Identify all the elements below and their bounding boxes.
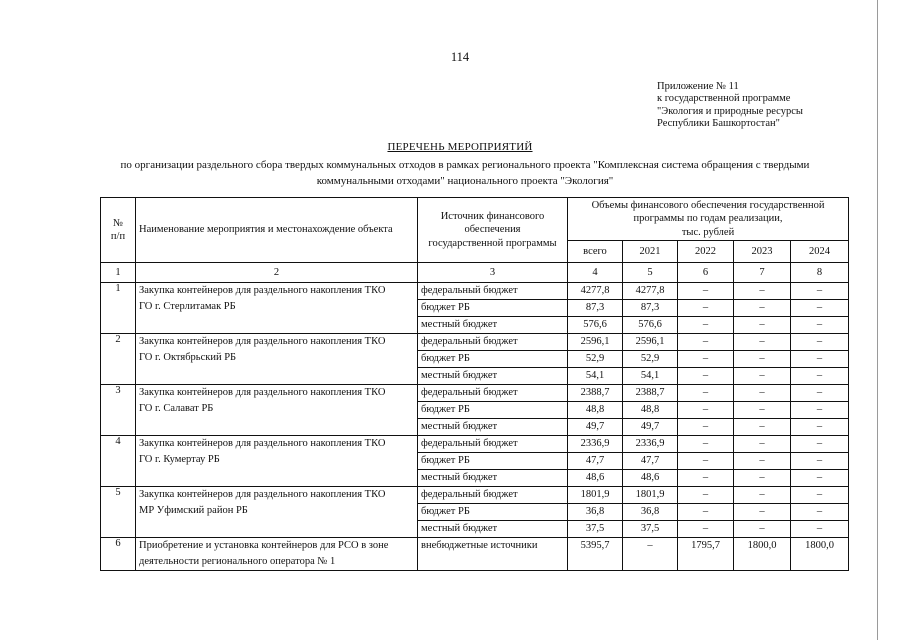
item-name-cell: Закупка контейнеров для раздельного накопления ТКО ГО г. Октябрьский РБ xyxy=(136,334,418,385)
value-cell: – xyxy=(734,300,791,317)
measures-table xyxy=(100,197,849,571)
value-cell: 54,1 xyxy=(623,368,678,385)
item-name-cell: Закупка контейнеров для раздельного накопления ТКО ГО г. Кумертау РБ xyxy=(136,436,418,487)
value-cell: 36,8 xyxy=(568,504,623,521)
value-cell: 48,6 xyxy=(623,470,678,487)
value-cell: – xyxy=(678,317,734,334)
appendix-block xyxy=(657,81,857,131)
value-cell: – xyxy=(791,521,849,538)
appendix-line: Республики Башкортостан" xyxy=(657,118,780,130)
value-cell: – xyxy=(678,385,734,402)
header-year-total: всего xyxy=(568,241,623,263)
value-cell: 2596,1 xyxy=(568,334,623,351)
value-cell: 48,6 xyxy=(568,470,623,487)
funding-source-cell: федеральный бюджет xyxy=(418,385,568,402)
value-cell: – xyxy=(678,470,734,487)
scan-edge-line xyxy=(877,0,878,640)
item-number-cell: 5 xyxy=(101,487,136,538)
value-cell: – xyxy=(734,368,791,385)
item-name-cell: Приобретение и установка контейнеров для РСО в зоне деятельности регионального оператора № 1 xyxy=(136,538,418,571)
value-cell: 576,6 xyxy=(568,317,623,334)
value-cell: – xyxy=(623,538,678,571)
value-cell: 49,7 xyxy=(623,419,678,436)
appendix-line: к государственной программе xyxy=(657,93,791,105)
value-cell: 1795,7 xyxy=(678,538,734,571)
table-row xyxy=(101,334,849,351)
table-row xyxy=(101,283,849,300)
value-cell: – xyxy=(678,453,734,470)
value-cell: – xyxy=(791,368,849,385)
value-cell: 49,7 xyxy=(568,419,623,436)
column-index: 4 xyxy=(568,263,623,283)
column-index: 7 xyxy=(734,263,791,283)
funding-source-cell: бюджет РБ xyxy=(418,504,568,521)
funding-source-cell: местный бюджет xyxy=(418,470,568,487)
appendix-line: Приложение № 11 xyxy=(657,81,739,92)
header-year-2023: 2023 xyxy=(734,241,791,263)
header-source: Источник финансового обеспечения государственной программы xyxy=(418,198,568,263)
value-cell: – xyxy=(734,385,791,402)
funding-source-cell: федеральный бюджет xyxy=(418,436,568,453)
column-index: 8 xyxy=(791,263,849,283)
value-cell: – xyxy=(734,334,791,351)
value-cell: 4277,8 xyxy=(623,283,678,300)
item-name-cell: Закупка контейнеров для раздельного накопления ТКО ГО г. Салават РБ xyxy=(136,385,418,436)
header-year-2022: 2022 xyxy=(678,241,734,263)
funding-source-cell: местный бюджет xyxy=(418,521,568,538)
appendix-line: "Экология и природные ресурсы xyxy=(657,105,803,117)
value-cell: 1801,9 xyxy=(623,487,678,504)
value-cell: – xyxy=(678,436,734,453)
value-cell: – xyxy=(791,504,849,521)
value-cell: – xyxy=(791,487,849,504)
value-cell: – xyxy=(734,436,791,453)
value-cell: 36,8 xyxy=(623,504,678,521)
funding-source-cell: федеральный бюджет xyxy=(418,283,568,300)
value-cell: 47,7 xyxy=(623,453,678,470)
value-cell: 54,1 xyxy=(568,368,623,385)
value-cell: – xyxy=(678,521,734,538)
column-index: 5 xyxy=(623,263,678,283)
value-cell: 48,8 xyxy=(623,402,678,419)
value-cell: 52,9 xyxy=(568,351,623,368)
item-number-cell: 1 xyxy=(101,283,136,334)
value-cell: – xyxy=(734,402,791,419)
page-number: 114 xyxy=(450,50,470,64)
value-cell: – xyxy=(678,368,734,385)
header-number: № п/п xyxy=(101,198,136,263)
value-cell: – xyxy=(678,283,734,300)
measures-table-body xyxy=(101,283,849,571)
value-cell: – xyxy=(734,453,791,470)
value-cell: – xyxy=(678,419,734,436)
value-cell: – xyxy=(734,351,791,368)
column-index: 2 xyxy=(136,263,418,283)
value-cell: 48,8 xyxy=(568,402,623,419)
document-title: ПЕРЕЧЕНЬ МЕРОПРИЯТИЙ xyxy=(387,141,533,153)
item-number-cell: 2 xyxy=(101,334,136,385)
value-cell: – xyxy=(734,317,791,334)
value-cell: 87,3 xyxy=(623,300,678,317)
value-cell: 576,6 xyxy=(623,317,678,334)
value-cell: 2388,7 xyxy=(623,385,678,402)
value-cell: – xyxy=(734,504,791,521)
value-cell: – xyxy=(678,351,734,368)
value-cell: 2336,9 xyxy=(623,436,678,453)
header-volumes: Объемы финансового обеспечения государственной программы по годам реализации, тыс. рублей xyxy=(568,198,849,241)
value-cell: – xyxy=(791,453,849,470)
value-cell: – xyxy=(678,487,734,504)
value-cell: 37,5 xyxy=(623,521,678,538)
table-row xyxy=(101,385,849,402)
funding-source-cell: внебюджетные источники xyxy=(418,538,568,571)
value-cell: 52,9 xyxy=(623,351,678,368)
value-cell: – xyxy=(734,283,791,300)
value-cell: – xyxy=(791,419,849,436)
value-cell: – xyxy=(791,334,849,351)
value-cell: – xyxy=(678,402,734,419)
header-name: Наименование мероприятия и местонахождение объекта xyxy=(136,198,418,263)
value-cell: 4277,8 xyxy=(568,283,623,300)
value-cell: – xyxy=(678,300,734,317)
item-number-cell: 6 xyxy=(101,538,136,571)
header-year-2021: 2021 xyxy=(623,241,678,263)
value-cell: – xyxy=(734,419,791,436)
subtitle-line: коммунальными отходами" национального проекта "Экология" xyxy=(316,174,614,187)
value-cell: – xyxy=(791,436,849,453)
column-index-row xyxy=(101,263,849,283)
funding-source-cell: федеральный бюджет xyxy=(418,487,568,504)
item-number-cell: 4 xyxy=(101,436,136,487)
document-subtitle xyxy=(0,158,905,189)
value-cell: – xyxy=(791,317,849,334)
funding-source-cell: местный бюджет xyxy=(418,368,568,385)
value-cell: – xyxy=(791,283,849,300)
value-cell: 37,5 xyxy=(568,521,623,538)
value-cell: – xyxy=(791,351,849,368)
value-cell: – xyxy=(678,334,734,351)
funding-source-cell: федеральный бюджет xyxy=(418,334,568,351)
item-number-cell: 3 xyxy=(101,385,136,436)
column-index: 1 xyxy=(101,263,136,283)
funding-source-cell: местный бюджет xyxy=(418,419,568,436)
value-cell: – xyxy=(791,402,849,419)
value-cell: 87,3 xyxy=(568,300,623,317)
value-cell: – xyxy=(791,470,849,487)
value-cell: 2388,7 xyxy=(568,385,623,402)
funding-source-cell: бюджет РБ xyxy=(418,402,568,419)
value-cell: 2596,1 xyxy=(623,334,678,351)
column-index: 3 xyxy=(418,263,568,283)
item-name-cell: Закупка контейнеров для раздельного накопления ТКО МР Уфимский район РБ xyxy=(136,487,418,538)
item-name-cell: Закупка контейнеров для раздельного накопления ТКО ГО г. Стерлитамак РБ xyxy=(136,283,418,334)
subtitle-line: по организации раздельного сбора твердых коммунальных отходов в рамках регионального проекта "Комплексная система обращения с твердыми xyxy=(120,159,810,171)
funding-source-cell: бюджет РБ xyxy=(418,351,568,368)
value-cell: 2336,9 xyxy=(568,436,623,453)
value-cell: 47,7 xyxy=(568,453,623,470)
value-cell: – xyxy=(734,521,791,538)
funding-source-cell: местный бюджет xyxy=(418,317,568,334)
value-cell: 5395,7 xyxy=(568,538,623,571)
value-cell: 1800,0 xyxy=(734,538,791,571)
column-index: 6 xyxy=(678,263,734,283)
value-cell: – xyxy=(734,470,791,487)
value-cell: – xyxy=(678,504,734,521)
funding-source-cell: бюджет РБ xyxy=(418,300,568,317)
table-row xyxy=(101,436,849,453)
funding-source-cell: бюджет РБ xyxy=(418,453,568,470)
value-cell: – xyxy=(791,300,849,317)
header-year-2024: 2024 xyxy=(791,241,849,263)
table-row xyxy=(101,487,849,504)
table-row xyxy=(101,538,849,571)
value-cell: 1801,9 xyxy=(568,487,623,504)
value-cell: – xyxy=(791,385,849,402)
value-cell: 1800,0 xyxy=(791,538,849,571)
value-cell: – xyxy=(734,487,791,504)
